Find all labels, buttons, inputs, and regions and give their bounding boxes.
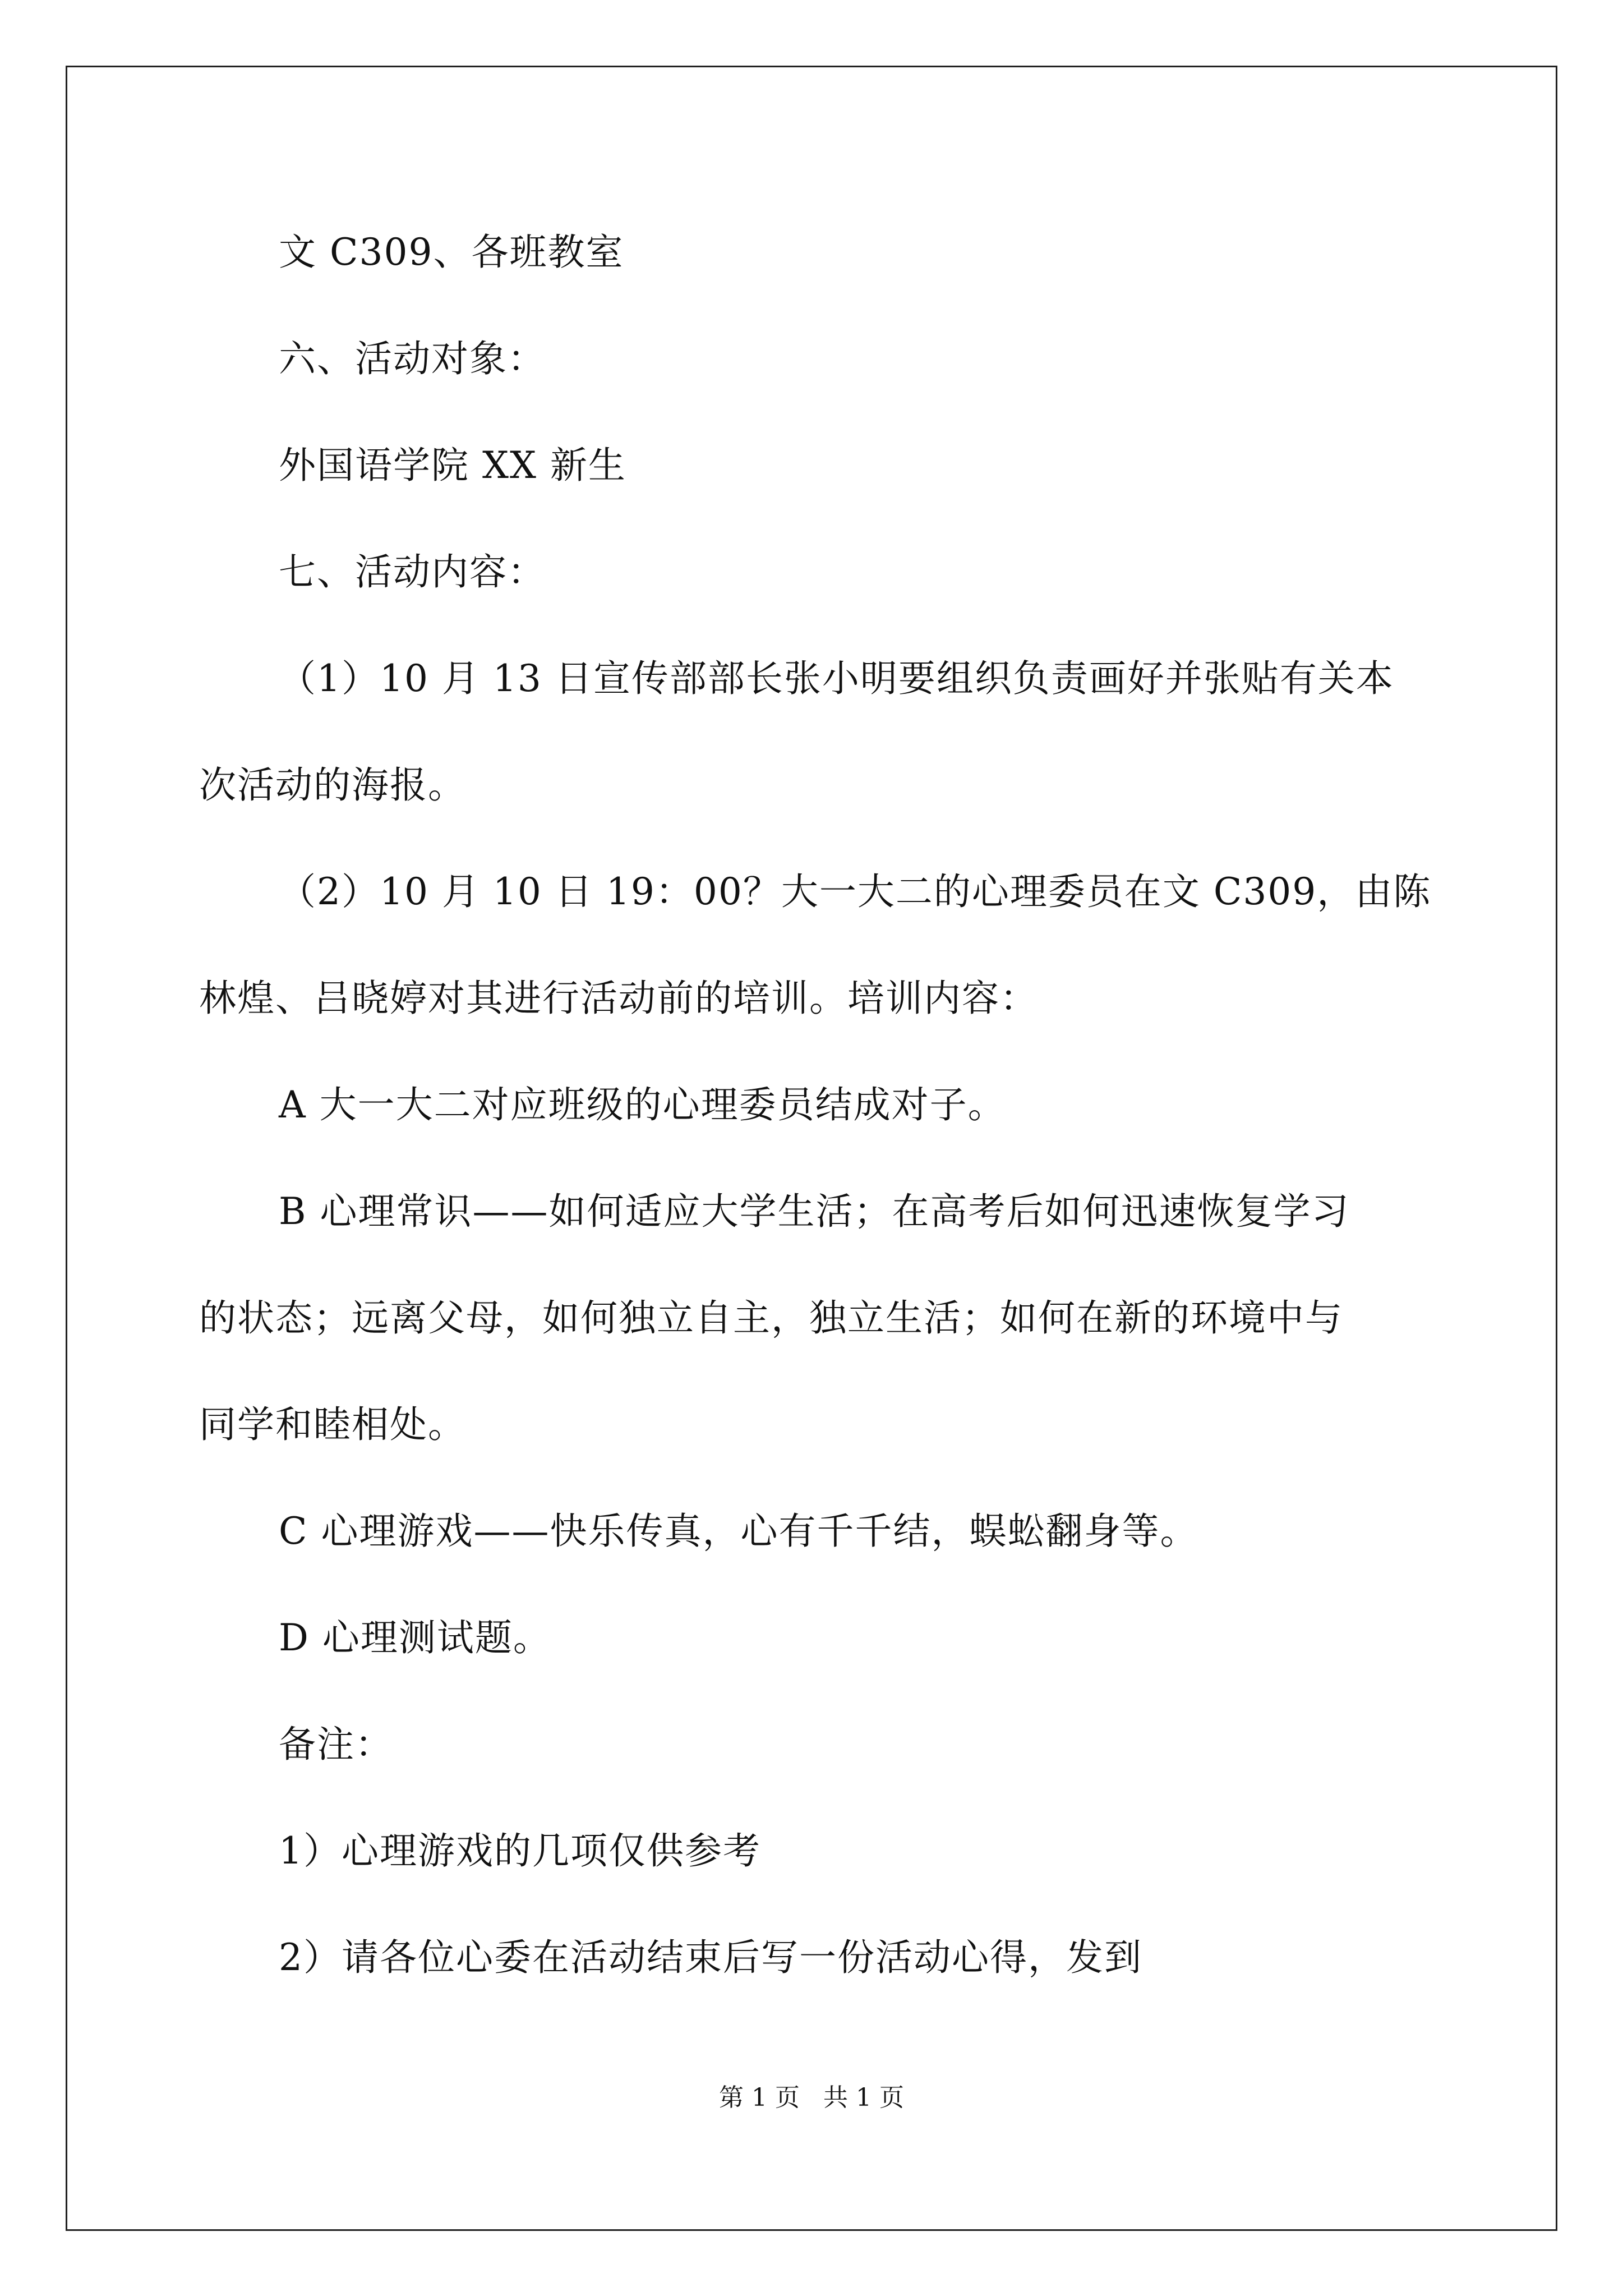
text-line: B 心理常识——如何适应大学生活；在高考后如何迅速恢复学习 xyxy=(279,1190,1350,1233)
text-line: 文 C309、各班教室 xyxy=(279,231,624,274)
text-line: （1）10 月 13 日宣传部部长张小明要组织负责画好并张贴有关本 xyxy=(279,657,1394,700)
text-line: A 大一大二对应班级的心理委员结成对子。 xyxy=(279,1083,1006,1126)
text-line: 林煌、吕晓婷对其进行活动前的培训。培训内容： xyxy=(199,977,1038,1020)
text-line: 外国语学院 XX 新生 xyxy=(279,444,626,487)
page-border xyxy=(66,66,1557,2231)
text-line: （2）10 月 10 日 19：00？大一大二的心理委员在文 C309，由陈 xyxy=(279,870,1432,913)
page-footer: 第 1 页 共 1 页 xyxy=(719,2083,904,2112)
text-line: 次活动的海报。 xyxy=(199,763,466,807)
text-line: 同学和睦相处。 xyxy=(199,1403,466,1446)
text-line: 的状态；远离父母，如何独立自主，独立生活；如何在新的环境中与 xyxy=(199,1296,1343,1340)
note-item: 2）请各位心委在活动结束后写一份活动心得，发到 xyxy=(279,1936,1142,1979)
text-line: C 心理游戏——快乐传真，心有千千结，蜈蚣翻身等。 xyxy=(279,1510,1198,1553)
section-heading: 六、活动对象： xyxy=(279,337,546,380)
note-heading: 备注： xyxy=(279,1723,393,1766)
section-heading: 七、活动内容： xyxy=(279,550,546,593)
note-item: 1）心理游戏的几项仅供参考 xyxy=(279,1829,761,1872)
text-line: D 心理测试题。 xyxy=(279,1616,551,1659)
